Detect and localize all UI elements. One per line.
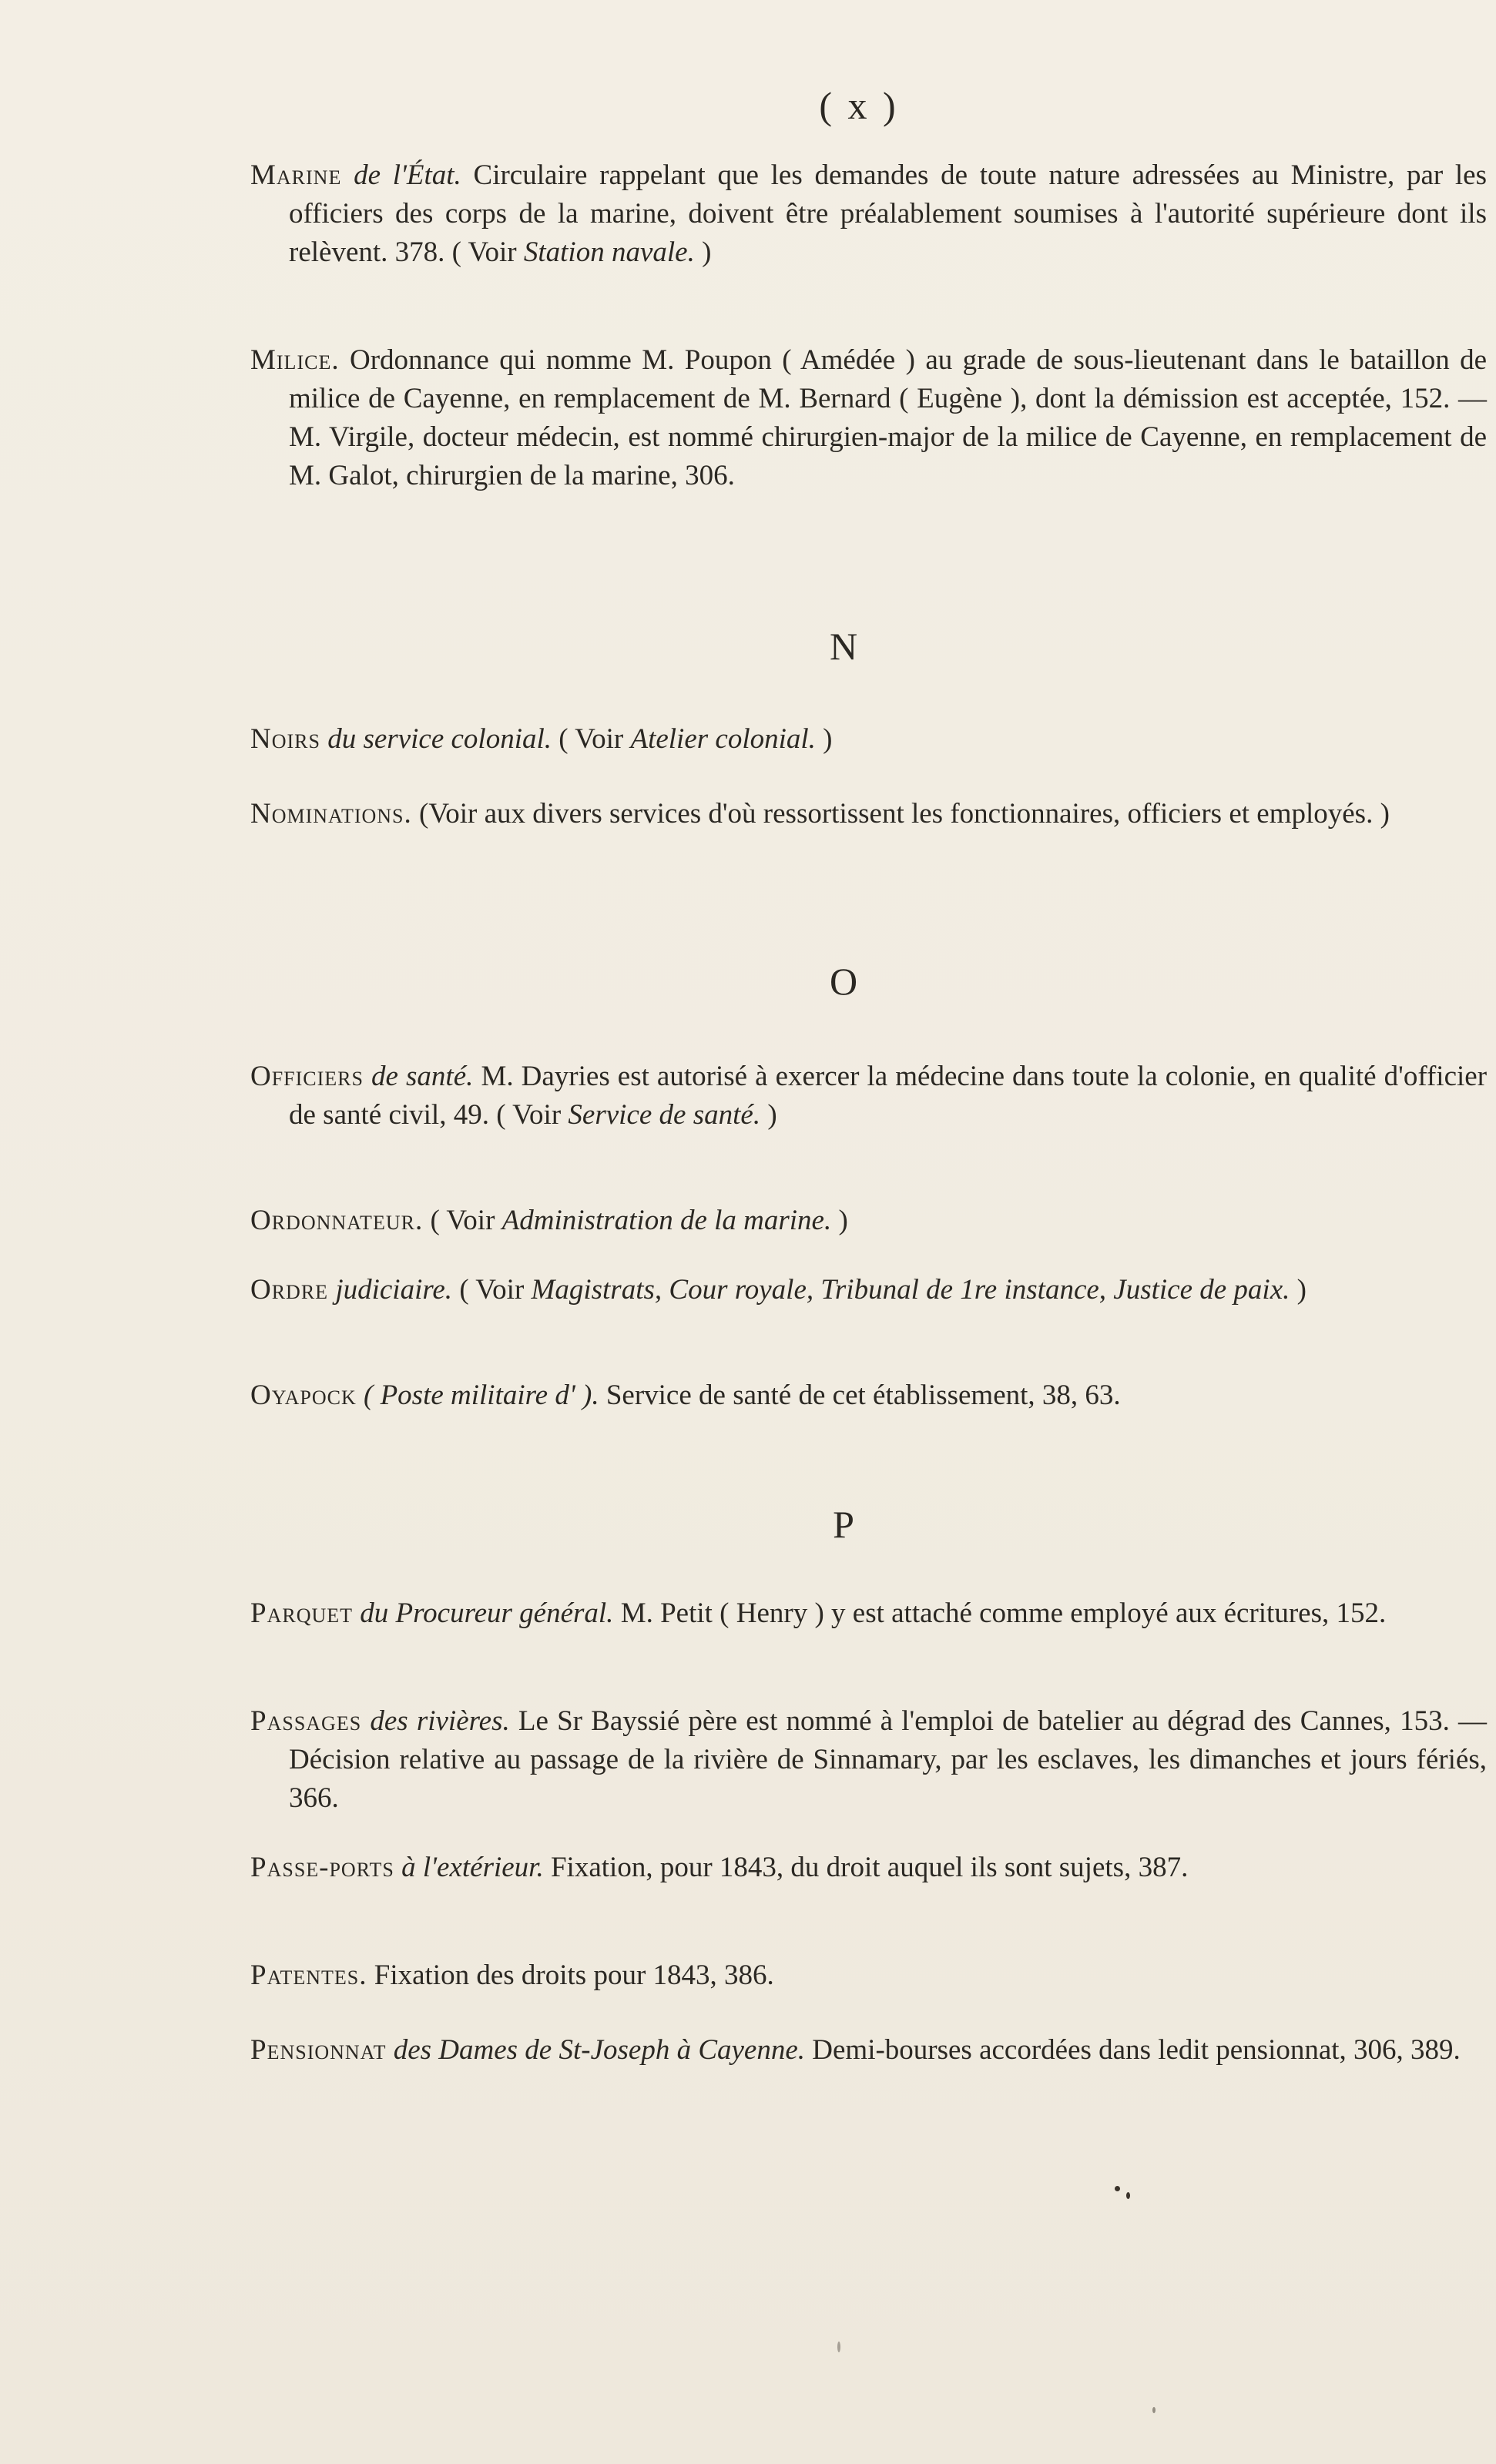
index-entry-oyapock: [250, 1376, 1487, 1415]
index-entry-milice: [250, 341, 1487, 495]
entry-heading: Passe-ports: [250, 1852, 394, 1883]
index-entry-pensionnat: [250, 2031, 1487, 2070]
ink-speck: [1126, 2192, 1130, 2199]
entry-text: Service de santé de cet établissement, 38, 63.: [605, 1380, 1121, 1411]
entry-heading: Milice.: [250, 344, 340, 376]
entry-tail: ): [1296, 1274, 1306, 1306]
entry-reference: Service de santé.: [568, 1099, 761, 1131]
entry-tail: ): [823, 723, 833, 755]
entry-text: Le Sr Bayssié père est nommé à l'emploi de batelier au dégrad des Cannes, 153. — Décision relative au passage de la rivière de Sinnamary, par les esclaves, les dimanches et jours fériés, 366.: [289, 1705, 1487, 1814]
entry-heading: Marine: [250, 159, 342, 191]
index-entry-ordonnateur: [250, 1202, 1487, 1240]
section-letter-p: P: [833, 1503, 854, 1546]
index-entry-marine: [250, 156, 1487, 272]
section-letter-o: O: [829, 960, 858, 1003]
entry-text: ( Voir: [430, 1205, 495, 1236]
entry-heading: Noirs: [250, 723, 320, 755]
page-number: ( x ): [819, 84, 899, 127]
entry-heading: Nominations.: [250, 798, 412, 830]
entry-reference: Magistrats, Cour royale, Tribunal de 1re instance, Justice de paix.: [531, 1274, 1290, 1306]
entry-text: M. Dayries est autorisé à exercer la médecine dans toute la colonie, en qualité d'officier de santé civil, 49. ( Voir: [289, 1061, 1488, 1131]
entry-qualifier: du Procureur général.: [360, 1597, 614, 1629]
entry-heading: Pensionnat: [250, 2034, 387, 2066]
entry-qualifier: des Dames de St-Joseph à Cayenne.: [393, 2034, 806, 2066]
index-entry-officiers: [250, 1058, 1487, 1135]
entry-text: Circulaire rappelant que les demandes de toute nature adressées au Ministre, par les officiers des corps de la marine, doivent être préalablement soumises à l'autorité supérieure dont ils relèvent. 378. ( Voir: [289, 159, 1488, 268]
entry-heading: Parquet: [250, 1597, 354, 1629]
index-entry-noirs: [250, 720, 1487, 759]
entry-reference: Atelier colonial.: [630, 723, 816, 755]
entry-text: Ordonnance qui nomme M. Poupon ( Amédée ) au grade de sous-lieutenant dans le bataillon de milice de Cayenne, en remplacement de M. Bernard ( Eugène ), dont la démission est acceptée, 152. — M. Virgile, docteur médecin, est nommé chirurgien-major de la milice de Cayenne, en remplacement de M. Galot, chirurgien de la marine, 306.: [289, 344, 1488, 491]
entry-heading: Ordonnateur.: [250, 1205, 424, 1236]
entry-qualifier: à l'extérieur.: [401, 1852, 544, 1883]
entry-reference: Administration de la marine.: [501, 1205, 832, 1236]
entry-qualifier: du service colonial.: [327, 723, 552, 755]
index-entry-parquet: [250, 1594, 1487, 1633]
index-entry-patentes: [250, 1956, 1487, 1995]
entry-heading: Patentes.: [250, 1959, 367, 1991]
ink-speck: [837, 2342, 840, 2352]
entry-qualifier: ( Poste militaire d' ).: [364, 1380, 599, 1411]
entry-tail: ): [838, 1205, 848, 1236]
index-entry-passages: [250, 1702, 1487, 1818]
entry-qualifier: judiciaire.: [335, 1274, 453, 1306]
entry-text: (Voir aux divers services d'où ressortissent les fonctionnaires, officiers et employés. ): [419, 798, 1390, 830]
entry-text: M. Petit ( Henry ) y est attaché comme employé aux écritures, 152.: [620, 1597, 1387, 1629]
entry-text: Demi-bourses accordées dans ledit pensionnat, 306, 389.: [812, 2034, 1461, 2066]
entry-text: ( Voir: [558, 723, 624, 755]
ink-speck: [1152, 2407, 1156, 2413]
entry-text: ( Voir: [459, 1274, 525, 1306]
entry-heading: Oyapock: [250, 1380, 357, 1411]
entry-heading: Passages: [250, 1705, 362, 1737]
entry-qualifier: de l'État.: [354, 159, 461, 191]
entry-tail: ): [702, 236, 712, 268]
index-entry-passe-ports: [250, 1849, 1487, 1887]
entry-heading: Officiers: [250, 1061, 364, 1092]
index-entry-nominations: [250, 795, 1487, 833]
entry-qualifier: des rivières.: [370, 1705, 510, 1737]
index-entry-ordre: [250, 1271, 1487, 1309]
entry-reference: Station navale.: [523, 236, 695, 268]
entry-text: Fixation des droits pour 1843, 386.: [374, 1959, 774, 1991]
ink-speck: [1115, 2186, 1120, 2191]
entry-text: Fixation, pour 1843, du droit auquel ils sont sujets, 387.: [550, 1852, 1189, 1883]
section-letter-n: N: [829, 625, 858, 668]
entry-tail: ): [767, 1099, 777, 1131]
entry-qualifier: de santé.: [371, 1061, 474, 1092]
entry-heading: Ordre: [250, 1274, 329, 1306]
